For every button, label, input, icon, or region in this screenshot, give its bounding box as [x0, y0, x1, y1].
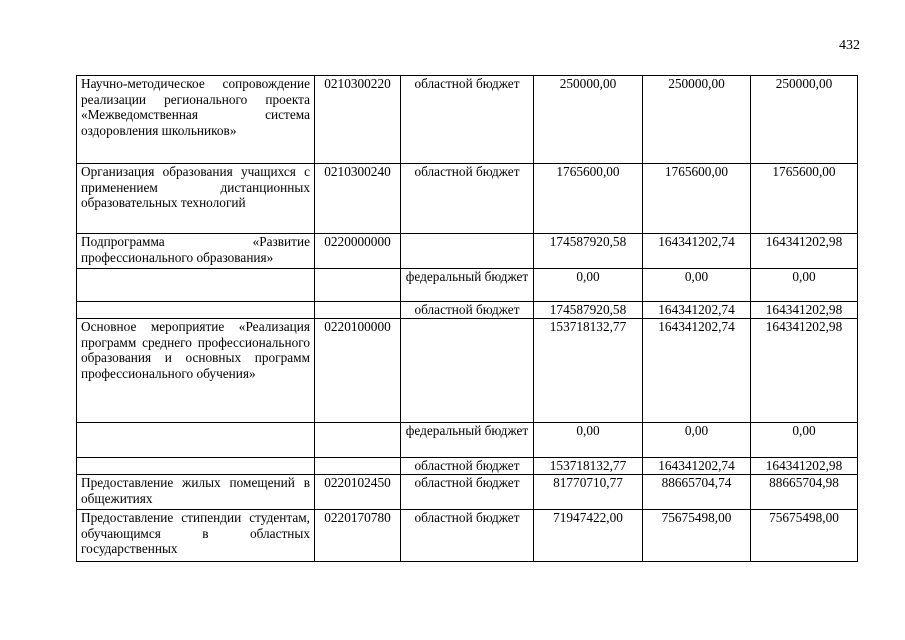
- row-year3: 88665704,98: [751, 475, 858, 510]
- row-source: областной бюджет: [401, 510, 534, 562]
- table-row: [77, 302, 858, 319]
- table-row: [77, 510, 858, 562]
- row-code: [315, 423, 401, 458]
- row-year3: 164341202,98: [751, 458, 858, 475]
- row-name: [77, 458, 315, 475]
- row-name: Подпрограмма «Развитие профессионального образования»: [77, 234, 315, 269]
- row-name: [77, 302, 315, 319]
- row-year3: 164341202,98: [751, 234, 858, 269]
- row-year3: 0,00: [751, 269, 858, 302]
- row-year1: 1765600,00: [534, 164, 643, 234]
- row-year3: 75675498,00: [751, 510, 858, 562]
- row-year2: 164341202,74: [643, 234, 751, 269]
- row-source: областной бюджет: [401, 164, 534, 234]
- row-year1: 250000,00: [534, 76, 643, 164]
- row-year3: 250000,00: [751, 76, 858, 164]
- row-code: 0210300240: [315, 164, 401, 234]
- row-year1: 0,00: [534, 269, 643, 302]
- row-source: областной бюджет: [401, 458, 534, 475]
- row-year3: 1765600,00: [751, 164, 858, 234]
- row-code: 0210300220: [315, 76, 401, 164]
- row-source: [401, 319, 534, 423]
- row-year1: 71947422,00: [534, 510, 643, 562]
- row-source: федеральный бюджет: [401, 269, 534, 302]
- row-year1: 153718132,77: [534, 319, 643, 423]
- row-year3: 0,00: [751, 423, 858, 458]
- row-source: [401, 234, 534, 269]
- row-code: 0220102450: [315, 475, 401, 510]
- row-code: 0220170780: [315, 510, 401, 562]
- table-row: [77, 76, 858, 164]
- row-code: [315, 302, 401, 319]
- row-code: 0220000000: [315, 234, 401, 269]
- row-name: Научно-методическое сопровождение реализации регионального проекта «Межведомственная система оздоровления школьников»: [77, 76, 315, 164]
- row-year2: 75675498,00: [643, 510, 751, 562]
- row-name: Предоставление стипендии студентам, обучающимся в областных государственных: [77, 510, 315, 562]
- row-year1: 174587920,58: [534, 302, 643, 319]
- row-year1: 0,00: [534, 423, 643, 458]
- row-year1: 81770710,77: [534, 475, 643, 510]
- table-row: [77, 269, 858, 302]
- row-source: областной бюджет: [401, 302, 534, 319]
- row-year2: 164341202,74: [643, 302, 751, 319]
- row-name: Организация образования учащихся с применением дистанционных образовательных технологий: [77, 164, 315, 234]
- row-name: Предоставление жилых помещений в общежитиях: [77, 475, 315, 510]
- row-source: федеральный бюджет: [401, 423, 534, 458]
- row-year1: 153718132,77: [534, 458, 643, 475]
- table-row: [77, 164, 858, 234]
- row-year2: 1765600,00: [643, 164, 751, 234]
- row-name: [77, 423, 315, 458]
- table-row: [77, 234, 858, 269]
- row-year2: 164341202,74: [643, 458, 751, 475]
- row-source: областной бюджет: [401, 76, 534, 164]
- row-year1: 174587920,58: [534, 234, 643, 269]
- row-name: Основное мероприятие «Реализация программ среднего профессионального образования и основных программ профессионального обучения»: [77, 319, 315, 423]
- row-code: [315, 269, 401, 302]
- row-year2: 250000,00: [643, 76, 751, 164]
- row-name: [77, 269, 315, 302]
- row-year2: 0,00: [643, 423, 751, 458]
- table-row: [77, 475, 858, 510]
- table-row: [77, 458, 858, 475]
- row-year2: 88665704,74: [643, 475, 751, 510]
- budget-table: [76, 75, 858, 562]
- row-year3: 164341202,98: [751, 319, 858, 423]
- row-year3: 164341202,98: [751, 302, 858, 319]
- table-row: [77, 319, 858, 423]
- table-row: [77, 423, 858, 458]
- row-year2: 164341202,74: [643, 319, 751, 423]
- row-year2: 0,00: [643, 269, 751, 302]
- row-code: 0220100000: [315, 319, 401, 423]
- row-source: областной бюджет: [401, 475, 534, 510]
- row-code: [315, 458, 401, 475]
- page-number: 432: [839, 38, 860, 53]
